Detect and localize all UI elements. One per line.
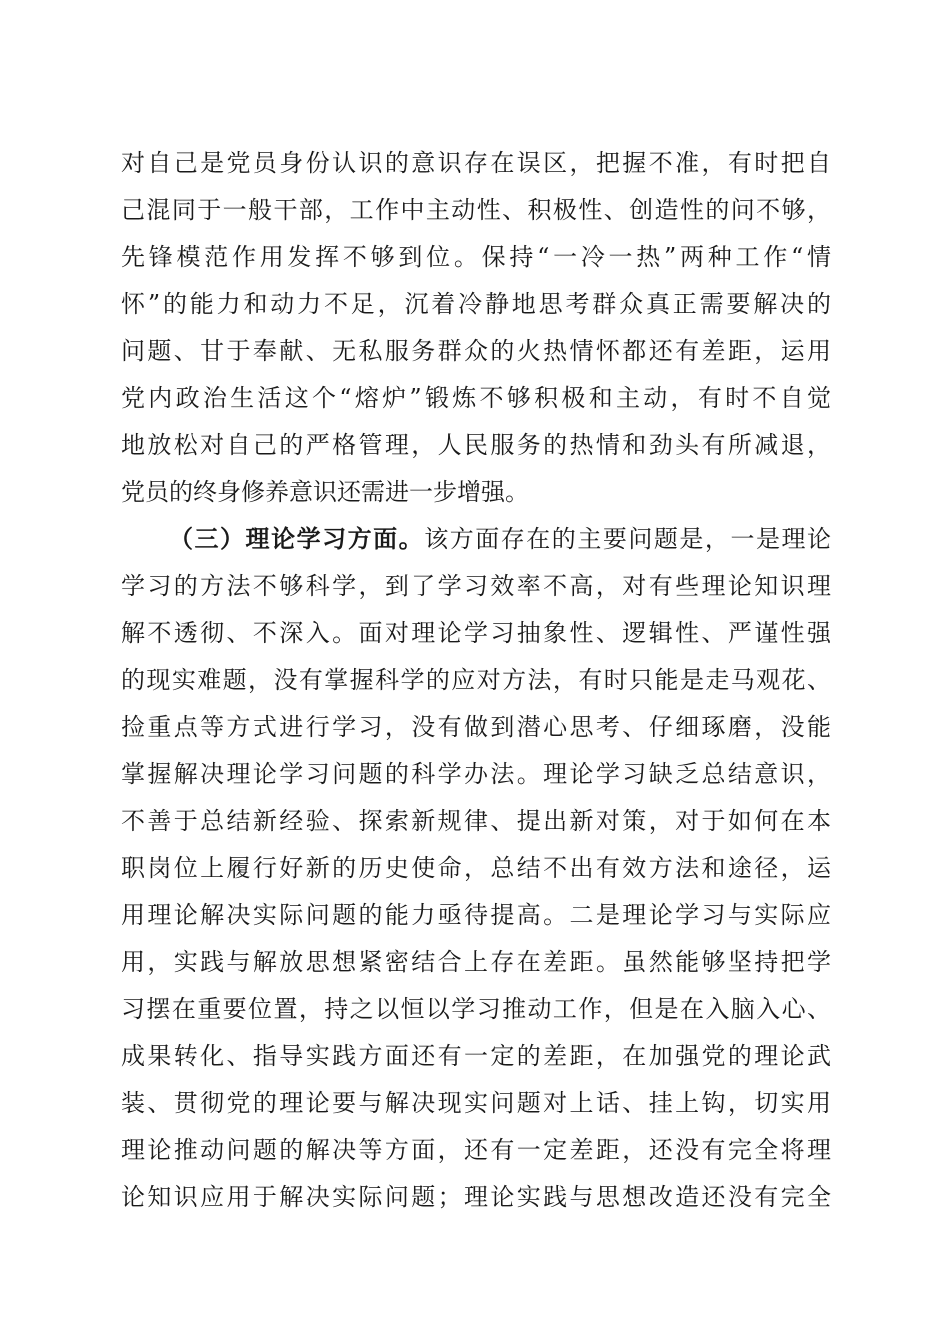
paragraph-line: 成果转化、指导实践方面还有一定的差距，在加强党的理论武 [121,1042,831,1070]
paragraph-line: 理论推动问题的解决等方面，还有一定差距，还没有完全将理 [121,1136,831,1164]
paragraph-line: 地放松对自己的严格管理，人民服务的热情和劲头有所减退， [121,431,831,459]
paragraph-line: 怀”的能力和动力不足，沉着冷静地思考群众真正需要解决的 [121,290,831,318]
paragraph-line: 学习的方法不够科学，到了学习效率不高，对有些理论知识理 [121,572,831,600]
paragraph-line: 解不透彻、不深入。面对理论学习抽象性、逻辑性、严谨性强 [121,619,831,647]
section-first-line [169,516,831,562]
paragraph-line: 的现实难题，没有掌握科学的应对方法，有时只能是走马观花、 [121,666,831,694]
paragraph-line: 党员的终身修养意识还需进一步增强。 [121,478,529,506]
paragraph-line: 论知识应用于解决实际问题；理论实践与思想改造还没有完全 [121,1183,831,1211]
paragraph-line: 不善于总结新经验、探索新规律、提出新对策，对于如何在本 [121,807,831,835]
paragraph-line: 先锋模范作用发挥不够到位。保持“一冷一热”两种工作“情 [121,243,831,271]
paragraph-line: 问题、甘于奉献、无私服务群众的火热情怀都还有差距，运用 [121,337,831,365]
paragraph-line: 己混同于一般干部，工作中主动性、积极性、创造性的问不够， [121,196,831,224]
paragraph-line: 党内政治生活这个“熔炉”锻炼不够积极和主动，有时不自觉 [121,384,831,412]
paragraph-line: 职岗位上履行好新的历史使命，总结不出有效方法和途径，运 [121,854,831,882]
paragraph-line: 习摆在重要位置，持之以恒以学习推动工作，但是在入脑入心、 [121,995,831,1023]
paragraph-line: 捡重点等方式进行学习，没有做到潜心思考、仔细琢磨，没能 [121,713,831,741]
paragraph-line: 对自己是党员身份认识的意识存在误区，把握不准，有时把自 [121,149,831,177]
paragraph-line: 装、贯彻党的理论要与解决现实问题对上话、挂上钩，切实用 [121,1089,831,1117]
section-first-line-text: 该方面存在的主要问题是，一是理论 [424,525,831,553]
paragraph-line: 用，实践与解放思想紧密结合上存在差距。虽然能够坚持把学 [121,948,831,976]
paragraph-line: 用理论解决实际问题的能力亟待提高。二是理论学习与实际应 [121,901,831,929]
paragraph-line: 掌握解决理论学习问题的科学办法。理论学习缺乏总结意识， [121,760,831,788]
section-heading: （三）理论学习方面。 [169,524,425,553]
